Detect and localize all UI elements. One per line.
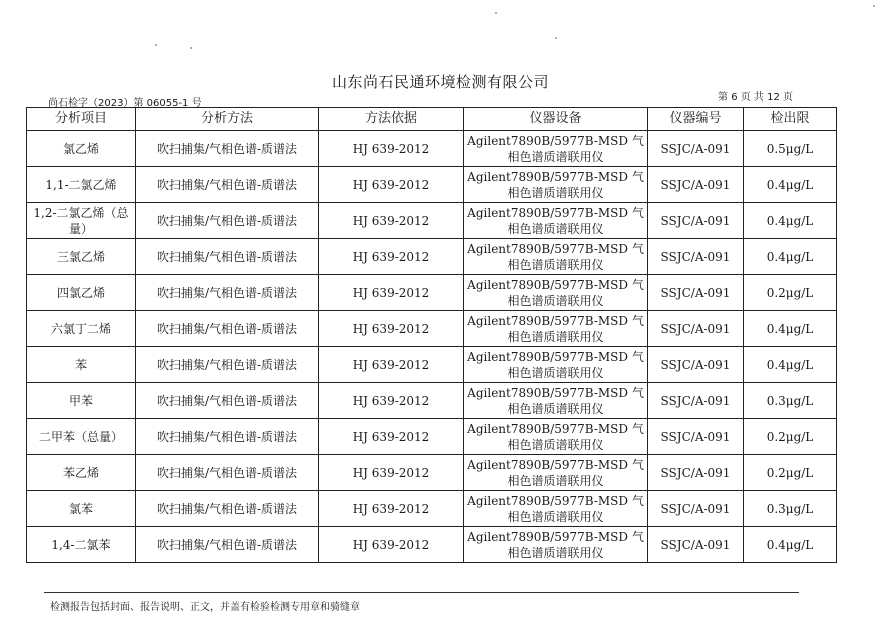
detection-limit: 0.4μg/L — [744, 167, 837, 203]
instrument-number: SSJC/A-091 — [648, 131, 744, 167]
analysis-item: 四氯乙烯 — [27, 275, 136, 311]
method-standard: HJ 639-2012 — [319, 347, 464, 383]
instrument: Agilent7890B/5977B-MSD 气相色谱质谱联用仪 — [464, 383, 648, 419]
report-number: 尚石检字（2023）第 06055-1 号 — [48, 98, 202, 109]
detection-limit: 0.3μg/L — [744, 491, 837, 527]
instrument: Agilent7890B/5977B-MSD 气相色谱质谱联用仪 — [464, 527, 648, 563]
analysis-item: 1,4-二氯苯 — [27, 527, 136, 563]
analysis-method: 吹扫捕集/气相色谱-质谱法 — [136, 347, 319, 383]
method-standard: HJ 639-2012 — [319, 275, 464, 311]
method-standard: HJ 639-2012 — [319, 167, 464, 203]
table-row — [27, 239, 837, 275]
scan-speck — [873, 5, 875, 7]
instrument: Agilent7890B/5977B-MSD 气相色谱质谱联用仪 — [464, 455, 648, 491]
page-number: 第 6 页 共 12 页 — [718, 92, 793, 103]
analysis-method: 吹扫捕集/气相色谱-质谱法 — [136, 491, 319, 527]
instrument: Agilent7890B/5977B-MSD 气相色谱质谱联用仪 — [464, 491, 648, 527]
column-header: 仪器设备 — [464, 108, 648, 131]
instrument-number: SSJC/A-091 — [648, 203, 744, 239]
table-row — [27, 491, 837, 527]
table-row — [27, 203, 837, 239]
detection-limit: 0.4μg/L — [744, 347, 837, 383]
analysis-method: 吹扫捕集/气相色谱-质谱法 — [136, 311, 319, 347]
method-standard: HJ 639-2012 — [319, 203, 464, 239]
instrument: Agilent7890B/5977B-MSD 气相色谱质谱联用仪 — [464, 347, 648, 383]
instrument-number: SSJC/A-091 — [648, 275, 744, 311]
analysis-item: 1,1-二氯乙烯 — [27, 167, 136, 203]
instrument: Agilent7890B/5977B-MSD 气相色谱质谱联用仪 — [464, 131, 648, 167]
instrument: Agilent7890B/5977B-MSD 气相色谱质谱联用仪 — [464, 311, 648, 347]
instrument-number: SSJC/A-091 — [648, 383, 744, 419]
table-row — [27, 419, 837, 455]
analysis-item: 二甲苯（总量） — [27, 419, 136, 455]
detection-limit: 0.5μg/L — [744, 131, 837, 167]
table-row — [27, 527, 837, 563]
analysis-item: 苯 — [27, 347, 136, 383]
analysis-item: 甲苯 — [27, 383, 136, 419]
method-standard: HJ 639-2012 — [319, 239, 464, 275]
instrument-number: SSJC/A-091 — [648, 491, 744, 527]
analysis-method: 吹扫捕集/气相色谱-质谱法 — [136, 275, 319, 311]
detection-limit: 0.2μg/L — [744, 275, 837, 311]
analysis-method: 吹扫捕集/气相色谱-质谱法 — [136, 167, 319, 203]
analysis-methods-table — [26, 107, 837, 563]
analysis-method: 吹扫捕集/气相色谱-质谱法 — [136, 419, 319, 455]
method-standard: HJ 639-2012 — [319, 491, 464, 527]
company-name: 山东尚石民通环境检测有限公司 — [331, 73, 549, 91]
method-standard: HJ 639-2012 — [319, 131, 464, 167]
detection-limit: 0.3μg/L — [744, 383, 837, 419]
scan-speck — [155, 44, 157, 46]
analysis-method: 吹扫捕集/气相色谱-质谱法 — [136, 527, 319, 563]
scan-speck — [495, 12, 497, 14]
column-header: 分析项目 — [27, 108, 136, 131]
table-header-row — [27, 108, 837, 131]
scan-speck — [190, 47, 192, 49]
method-standard: HJ 639-2012 — [319, 527, 464, 563]
instrument-number: SSJC/A-091 — [648, 239, 744, 275]
instrument-number: SSJC/A-091 — [648, 347, 744, 383]
column-header: 仪器编号 — [648, 108, 744, 131]
instrument: Agilent7890B/5977B-MSD 气相色谱质谱联用仪 — [464, 203, 648, 239]
analysis-item: 三氯乙烯 — [27, 239, 136, 275]
analysis-method: 吹扫捕集/气相色谱-质谱法 — [136, 203, 319, 239]
detection-limit: 0.4μg/L — [744, 311, 837, 347]
detection-limit: 0.2μg/L — [744, 419, 837, 455]
table-row — [27, 131, 837, 167]
footer-note: 检测报告包括封面、报告说明、正文，并盖有检验检测专用章和骑缝章 — [50, 602, 360, 613]
table-row — [27, 383, 837, 419]
detection-limit: 0.2μg/L — [744, 455, 837, 491]
scan-speck — [555, 37, 557, 39]
detection-limit: 0.4μg/L — [744, 239, 837, 275]
table-row — [27, 167, 837, 203]
instrument: Agilent7890B/5977B-MSD 气相色谱质谱联用仪 — [464, 167, 648, 203]
column-header: 检出限 — [744, 108, 837, 131]
footer-divider — [44, 592, 799, 593]
column-header: 分析方法 — [136, 108, 319, 131]
instrument-number: SSJC/A-091 — [648, 527, 744, 563]
analysis-method: 吹扫捕集/气相色谱-质谱法 — [136, 455, 319, 491]
table-row — [27, 275, 837, 311]
method-standard: HJ 639-2012 — [319, 311, 464, 347]
analysis-method: 吹扫捕集/气相色谱-质谱法 — [136, 383, 319, 419]
analysis-method: 吹扫捕集/气相色谱-质谱法 — [136, 239, 319, 275]
instrument: Agilent7890B/5977B-MSD 气相色谱质谱联用仪 — [464, 275, 648, 311]
table-row — [27, 311, 837, 347]
detection-limit: 0.4μg/L — [744, 203, 837, 239]
instrument: Agilent7890B/5977B-MSD 气相色谱质谱联用仪 — [464, 419, 648, 455]
analysis-item: 1,2-二氯乙烯（总量） — [27, 203, 136, 239]
instrument: Agilent7890B/5977B-MSD 气相色谱质谱联用仪 — [464, 239, 648, 275]
analysis-item: 六氯丁二烯 — [27, 311, 136, 347]
method-standard: HJ 639-2012 — [319, 419, 464, 455]
analysis-item: 苯乙烯 — [27, 455, 136, 491]
analysis-item: 氯苯 — [27, 491, 136, 527]
table-row — [27, 455, 837, 491]
instrument-number: SSJC/A-091 — [648, 167, 744, 203]
analysis-method: 吹扫捕集/气相色谱-质谱法 — [136, 131, 319, 167]
analysis-item: 氯乙烯 — [27, 131, 136, 167]
instrument-number: SSJC/A-091 — [648, 455, 744, 491]
table-row — [27, 347, 837, 383]
instrument-number: SSJC/A-091 — [648, 311, 744, 347]
instrument-number: SSJC/A-091 — [648, 419, 744, 455]
column-header: 方法依据 — [319, 108, 464, 131]
method-standard: HJ 639-2012 — [319, 383, 464, 419]
detection-limit: 0.4μg/L — [744, 527, 837, 563]
method-standard: HJ 639-2012 — [319, 455, 464, 491]
